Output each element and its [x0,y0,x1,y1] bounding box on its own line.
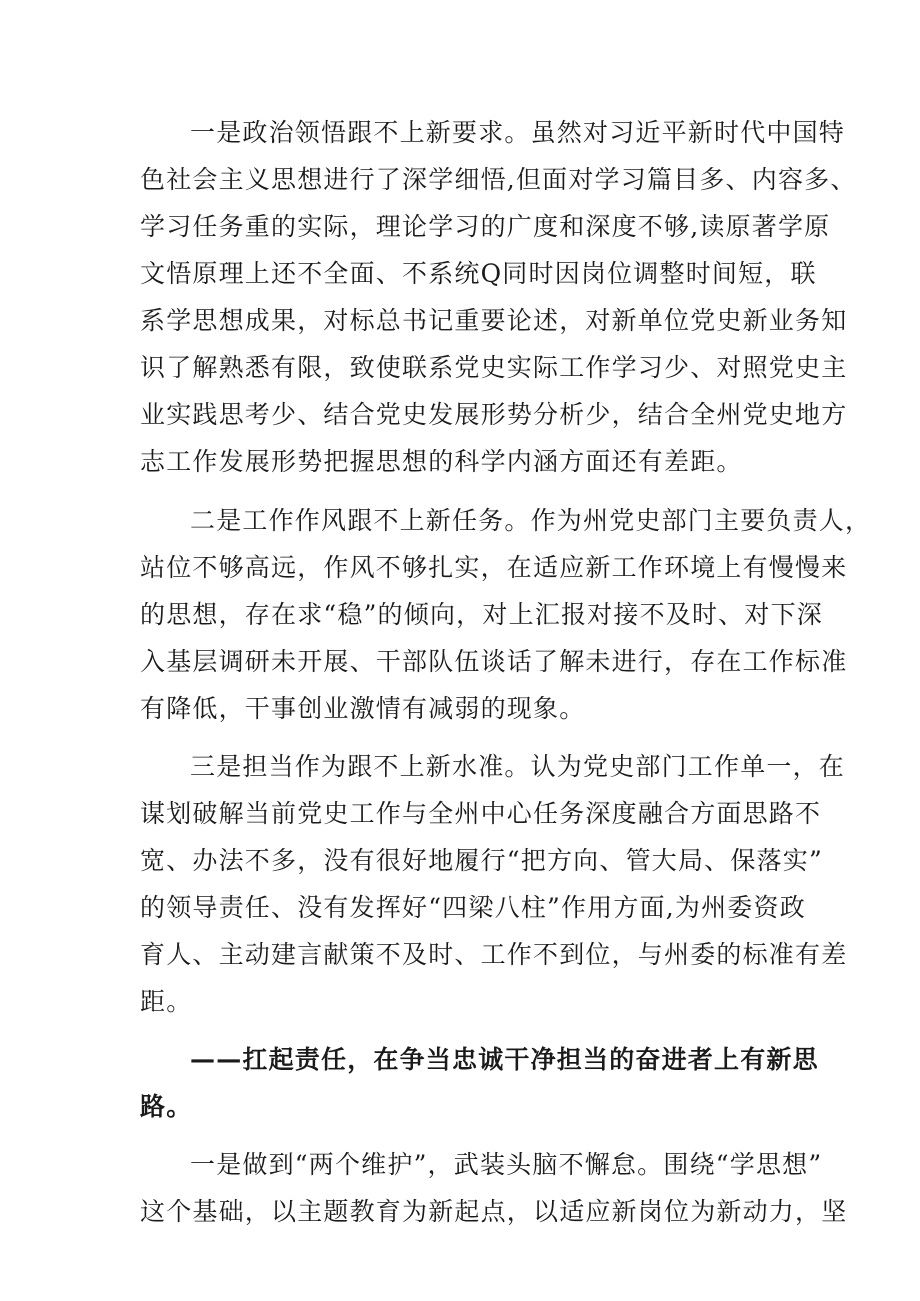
paragraph-3-line-1: 三是担当作为跟不上新水准。认为党史部门工作单一，在 [190,752,846,781]
paragraph-3-line-2: 谋划破解当前党史工作与全州中心任务深度融合方面思路不 [140,799,822,828]
paragraph-1-line-4: 文悟原理上还不全面、不系统Q同时因岗位调整时间短，联 [140,259,817,288]
section-heading-line-2: 路。 [140,1092,193,1121]
paragraph-1-line-1: 一是政治领悟跟不上新要求。虽然对习近平新时代中国特 [190,118,846,147]
section-heading-line-1: ——扛起责任，在争当忠诚干净担当的奋进者上有新思 [190,1045,819,1074]
paragraph-4-line-1: 一是做到“两个维护”，武装头脑不懈怠。围绕“学思想” [190,1150,823,1179]
paragraph-1-line-8: 志工作发展形势把握思想的科学内涵方面还有差距。 [140,447,743,476]
paragraph-3-line-4: 的领导责任、没有发挥好“四梁八柱”作用方面,为州委资政 [140,893,806,922]
paragraph-2-line-5: 有降低，干事创业激情有减弱的现象。 [140,694,586,723]
paragraph-1-line-3: 学习任务重的实际，理论学习的广度和深度不够,读原著学原 [140,212,831,241]
paragraph-1-line-5: 系学思想成果，对标总书记重要论述，对新单位党史新业务知 [140,306,848,335]
paragraph-3-line-3: 宽、办法不多，没有很好地履行“把方向、管大局、保落实” [140,846,823,875]
paragraph-4-line-2: 这个基础，以主题教育为新起点，以适应新岗位为新动力，坚 [140,1197,848,1226]
paragraph-2-line-2: 站位不够高远，作风不够扎实，在适应新工作环境上有慢慢来 [140,553,848,582]
paragraph-3-line-5: 育人、主动建言献策不及时、工作不到位，与州委的标准有差 [140,940,848,969]
paragraph-1-line-7: 业实践思考少、结合党史发展形势分析少，结合全州党史地方 [140,400,848,429]
paragraph-2-line-4: 入基层调研未开展、干部队伍谈话了解未进行，存在工作标准 [140,647,848,676]
paragraph-1-line-2: 色社会主义思想进行了深学细悟,但面对学习篇目多、内容多、 [140,165,857,194]
paragraph-1-line-6: 识了解熟悉有限，致使联系党史实际工作学习少、对照党史主 [140,353,848,382]
paragraph-3-line-6: 距。 [140,987,193,1016]
paragraph-2-line-3: 的思想，存在求“稳”的倾向，对上汇报对接不及时、对下深 [140,600,823,629]
paragraph-2-line-1: 二是工作作风跟不上新任务。作为州党史部门主要负责人， [190,506,872,535]
